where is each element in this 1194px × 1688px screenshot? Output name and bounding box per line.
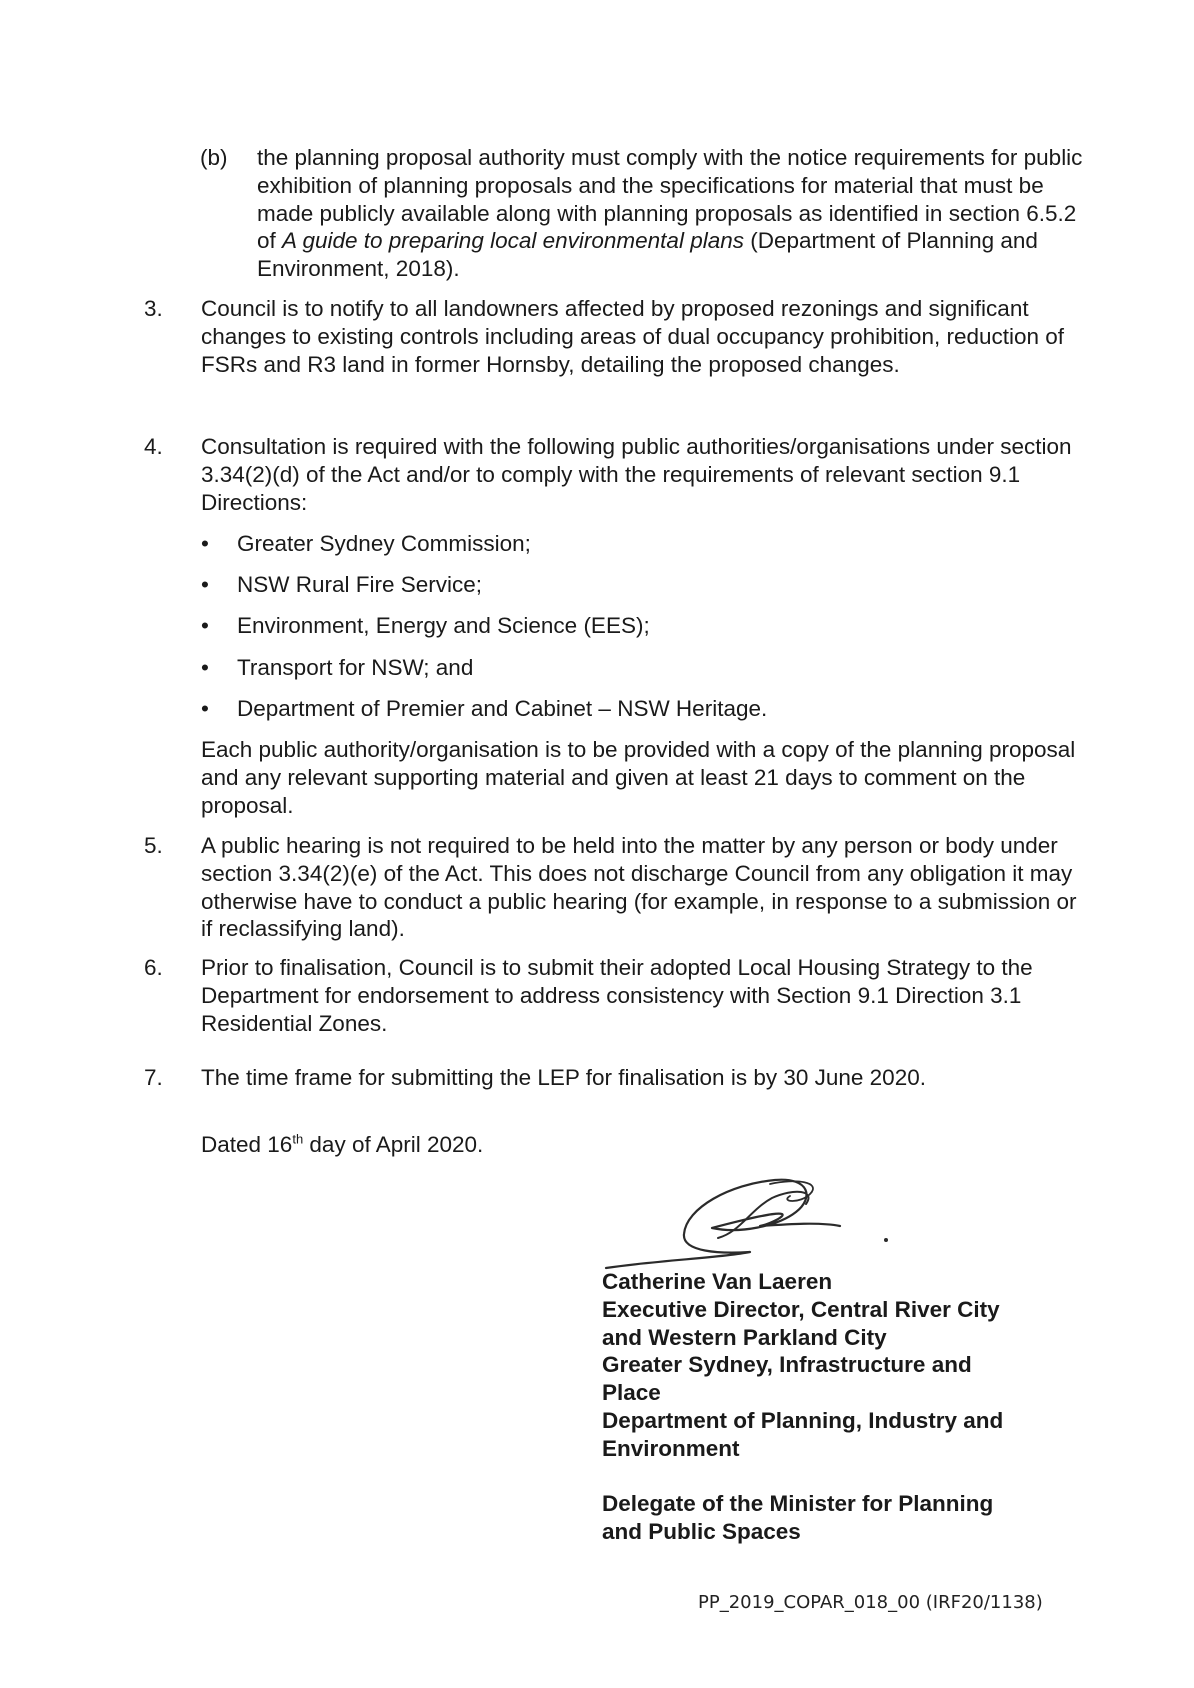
list-item: Environment, Energy and Science (EES); xyxy=(237,613,650,638)
item-7-text: The time frame for submitting the LEP for finalisation is by 30 June 2020. xyxy=(201,1065,926,1090)
document-reference: PP_2019_COPAR_018_00 (IRF20/1138) xyxy=(698,1592,1043,1613)
item-4-number: 4. xyxy=(144,434,163,459)
signatory-title-line2: and Western Parkland City xyxy=(602,1324,887,1350)
delegate-line2: and Public Spaces xyxy=(602,1519,801,1545)
bullet-icon: • xyxy=(201,655,209,680)
signatory-title-line4: Place xyxy=(602,1380,661,1406)
signatory-dept-line2: Environment xyxy=(602,1435,740,1461)
dated-prefix: Dated 16 xyxy=(201,1132,293,1157)
bullet-icon: • xyxy=(201,696,209,721)
bullet-icon: • xyxy=(201,531,209,556)
item-3-text: Council is to notify to all landowners affected by proposed rezonings and significant changes to existing controls including areas of dual occupancy prohibition, reduction of FSRs and R3 land in former Hornsby, detailing the proposed changes. xyxy=(201,296,1065,377)
signatory-name: Catherine Van Laeren xyxy=(602,1269,833,1294)
item-5-text: A public hearing is not required to be held into the matter by any person or body under section 3.34(2)(e) of the Act. This does not discharge Council from any obligation it may otherwise have to conduct a public hearing (for example, in response to a submission or if reclassifying land). xyxy=(201,833,1077,942)
dated-suffix: th xyxy=(292,1131,304,1147)
bullet-icon: • xyxy=(201,572,209,597)
item-b-text-before: the planning proposal authority must comply with the notice requirements for public exhibition of planning proposals and the specifications for material that must be made publicly available along with planning proposals as identified in section 6.5.2 of xyxy=(257,145,1083,254)
signature-image xyxy=(600,1168,900,1278)
list-item: Department of Premier and Cabinet – NSW Heritage. xyxy=(237,696,768,721)
bullet-icon: • xyxy=(201,613,209,638)
list-item: Transport for NSW; and xyxy=(237,655,474,680)
signatory-dept-line1: Department of Planning, Industry and xyxy=(602,1407,1004,1433)
item-b-label: (b) xyxy=(200,145,228,170)
consultation-note: Each public authority/organisation is to be provided with a copy of the planning proposal and any relevant supporting material and given at least 21 days to comment on the proposal. xyxy=(201,737,1076,818)
signature-block xyxy=(602,1268,1082,1546)
item-7-number: 7. xyxy=(144,1065,163,1090)
signatory-title-line1: Executive Director, Central River City xyxy=(602,1296,1000,1322)
item-6-text: Prior to finalisation, Council is to submit their adopted Local Housing Strategy to the Department for endorsement to address consistency with Section 9.1 Direction 3.1 Residential Zones. xyxy=(201,955,1033,1036)
dated-rest: day of April 2020. xyxy=(303,1132,484,1157)
item-6-number: 6. xyxy=(144,955,163,980)
dated-line xyxy=(201,1131,483,1159)
signatory-title-line3: Greater Sydney, Infrastructure and xyxy=(602,1352,972,1378)
guide-title: A guide to preparing local environmental plans xyxy=(282,228,744,254)
item-4-text: Consultation is required with the following public authorities/organisations under section 3.34(2)(d) of the Act and/or to comply with the requirements of relevant section 9.1 Directions: xyxy=(201,434,1072,515)
list-item: Greater Sydney Commission; xyxy=(237,531,531,556)
list-item: NSW Rural Fire Service; xyxy=(237,572,483,597)
delegate-line1: Delegate of the Minister for Planning xyxy=(602,1491,994,1517)
item-5-number: 5. xyxy=(144,833,163,858)
item-b-text-after: (Department of Planning and Environment, 2018). xyxy=(257,228,1038,282)
item-b-text xyxy=(257,144,1087,283)
item-3-number: 3. xyxy=(144,296,163,321)
